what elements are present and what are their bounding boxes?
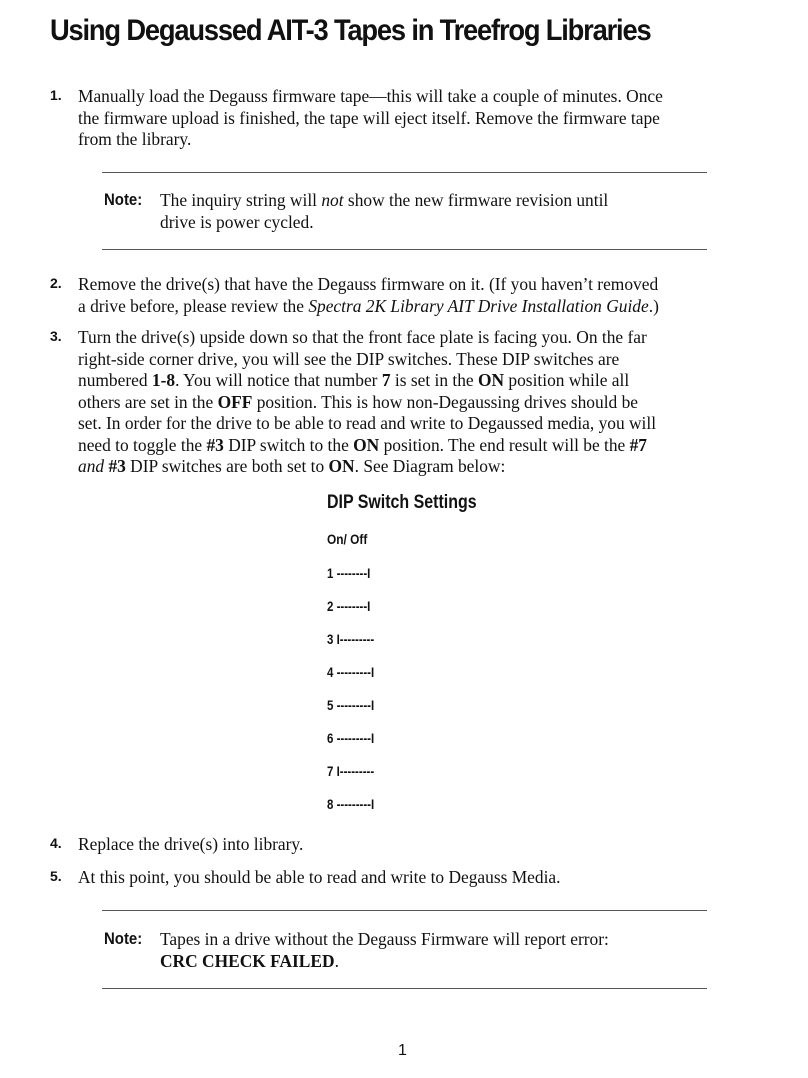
note-box — [104, 190, 704, 233]
step-3 — [50, 327, 760, 478]
step-text: At this point, you should be able to read and write to Degauss Media. — [78, 867, 561, 887]
page-title: Using Degaussed AIT-3 Tapes in Treefrog Libraries — [50, 14, 651, 47]
step-1 — [50, 86, 760, 151]
step-line: from the library. — [78, 129, 192, 149]
note-label: Note: — [104, 929, 143, 948]
step-line: the firmware upload is finished, the tape will eject itself. Remove the firmware tape — [78, 107, 660, 128]
step-number: 3. — [50, 328, 62, 344]
note-text: Tapes in a drive without the Degauss Firmware will report error: CRC CHECK FAILED. — [160, 929, 609, 971]
dip-row: 5 ---------I — [327, 697, 375, 713]
diagram-title: DIP Switch Settings — [327, 492, 477, 513]
step-number: 5. — [50, 868, 62, 884]
note-box — [104, 929, 704, 972]
dip-row: 4 ---------I — [327, 664, 375, 680]
emphasis: not — [321, 190, 344, 210]
dip-switch-diagram — [327, 492, 547, 812]
step-number: 2. — [50, 275, 62, 291]
divider — [102, 910, 707, 911]
step-text: Turn the drive(s) upside down so that the front face plate is facing you. On the far right-side corner drive, you will see the DIP switches. These DIP switches are numbered 1-8. You will notice that number 7 is set in the ON position while all others are set in the OFF position. This is how non-Degaussing drives should be set. In order for the drive to be able to read and write to Degaussed media, you will need to toggle the #3 DIP switch to the ON position. The end result will be the #7 and #3 DIP switches are both set to ON. See Diagram below: — [78, 327, 657, 476]
dip-row: 2 --------I — [327, 598, 371, 614]
dip-row: 3 I--------- — [327, 631, 375, 647]
dip-row: 8 ---------I — [327, 796, 375, 812]
dip-row: 1 --------I — [327, 565, 371, 581]
guide-title: Spectra 2K Library AIT Drive Installation Guide — [308, 295, 649, 316]
divider — [102, 249, 707, 250]
dip-row: 6 ---------I — [327, 730, 375, 746]
step-text — [78, 86, 760, 151]
step-text: Replace the drive(s) into library. — [78, 834, 304, 854]
step-number: 1. — [50, 87, 62, 103]
divider — [102, 988, 707, 989]
step-text: Remove the drive(s) that have the Degauss firmware on it. (If you haven’t removed a drive before, please review the Spectra 2K Library AIT Drive Installation Guide.) — [78, 274, 659, 316]
diagram-header: On/ Off — [327, 531, 368, 547]
note-text: The inquiry string will not show the new firmware revision until drive is power cycled. — [160, 190, 609, 232]
dip-row: 7 I--------- — [327, 763, 375, 779]
step-4 — [50, 834, 760, 856]
divider — [102, 172, 707, 173]
error-message: CRC CHECK FAILED — [160, 950, 335, 971]
step-5 — [50, 867, 760, 889]
step-line: Manually load the Degauss firmware tape—this will take a couple of minutes. Once — [78, 86, 663, 106]
page-number: 1 — [398, 1042, 407, 1059]
step-number: 4. — [50, 835, 62, 851]
step-2 — [50, 274, 760, 317]
note-label: Note: — [104, 190, 143, 209]
